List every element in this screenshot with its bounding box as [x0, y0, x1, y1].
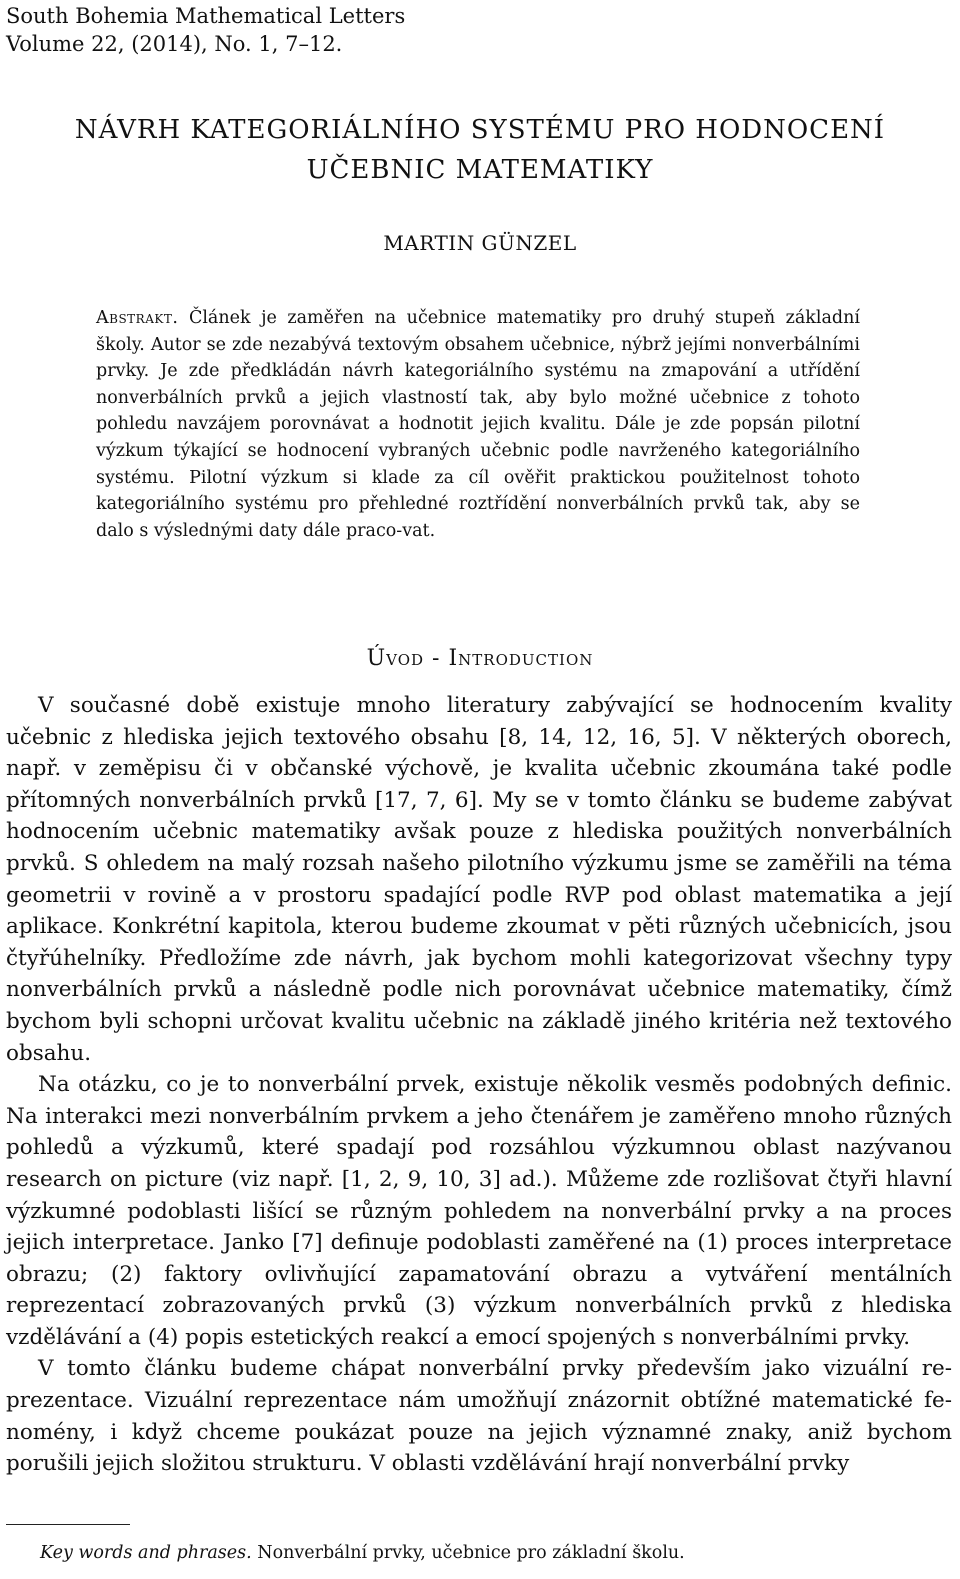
section-heading: Úvod - Introduction — [366, 646, 594, 671]
body-text — [6, 690, 952, 1480]
keywords-label: Key words and phrases. — [40, 1543, 252, 1563]
author-name: MARTIN GÜNZEL — [383, 231, 577, 255]
title-line-2: UČEBNIC MATEMATIKY — [306, 155, 654, 185]
paragraph-1: V současné době existuje mnoho literatury zabývající se hodnocením kvality učebnic z hlediska jejich textového obsahu [8, 14, 12, 16, 5]. V některých oborech, např. v zeměpisu či v občanské výchově, je kvalita učebnic zkoumána také podle přítomných nonverbálních prvků [17, 7, 6]. My se v tomto článku se budeme zabývat hodnocením učebnic matematiky avšak pouze z hlediska použitých nonverbálních prvků. S ohledem na malý rozsah našeho pilotního výzkumu jsme se zaměřili na téma geometrii v rovině a v prostoru spadající podle RVP pod oblast matematika a její aplikace. Konkrétní kapitola, kterou budeme zkoumat v pěti různých učebnicích, jsou čtyřúhelníky. Předložíme zde návrh, jak bychom mohli kategorizovat všechny typy nonverbálních prvků a následně podle nich porovnávat učebnice matematiky, čímž bychom byli schopni určovat kvalitu učebnic na základě jiného kritéria než textového obsahu. — [6, 693, 952, 1066]
abstract-text: Článek je zaměřen na učebnice matematiky pro druhý stupeň základní školy. Autor se zde nezabývá textovým obsahem učebnice, nýbrž jejími nonverbálními prvky. Je zde předkládán návrh kategoriálního systému na zmapování a utřídění nonverbálních prvků a jejich vlastností tak, aby bylo možné učebnice z tohoto pohledu navzájem porovnávat a hodnotit jejich kvalitu. Dále je zde popsán pilotní výzkum týkající se hodnocení vybraných učebnic podle navrženého kategoriálního systému. Pilotní výzkum si klade za cíl ověřit praktickou použitelnost tohoto kategoriálního systému pro přehledné roztřídění nonverbálních prvků tak, aby se dalo s výslednými daty dále praco-vat. — [96, 308, 860, 541]
paragraph-2: Na otázku, co je to nonverbální prvek, existuje několik vesměs podobných definic. Na interakci mezi nonverbálním prvkem a jeho čtenářem je zaměřeno mnoho různých pohledů a výzkumů, které spadají pod rozsáhlou výzkumnou oblast nazývanou research on picture (viz např. [1, 2, 9, 10, 3] ad.). Můžeme zde rozlišovat čtyři hlavní výzkumné podoblasti lišící se různým pohledem na nonverbální prvky a na proces jejich interpretace. Janko [7] definuje podoblasti zaměřené na (1) proces interpretace obrazu; (2) faktory ovlivňující zapamatování obrazu a vytváření mentálních reprezentací zobrazovaných prvků (3) výzkum nonverbálních prvků z hlediska vzdělávání a (4) popis estetických reakcí a emocí spojených s nonverbálními prvky. — [6, 1072, 952, 1350]
journal-name: South Bohemia Mathematical Letters — [6, 4, 406, 28]
journal-header — [6, 2, 405, 58]
title-line-1: NÁVRH KATEGORIÁLNÍHO SYSTÉMU PRO HODNOCENÍ — [74, 115, 886, 145]
paper-title — [0, 110, 960, 190]
paragraph-3: V tomto článku budeme chápat nonverbální prvky především jako vizuální reprezentace. Vizuální reprezentace nám umožňují znázornit obtížné matematické fenomény, i když chceme poukázat pouze na jejich významné znaky, aniž bychom porušili jejich složitou strukturu. V oblasti vzdělávání hrají nonverbální prvky — [6, 1356, 952, 1477]
journal-volume: Volume 22, (2014), No. 1, 7–12. — [6, 32, 343, 56]
footnote-rule — [6, 1524, 130, 1525]
footnote-keywords — [40, 1543, 685, 1563]
keywords-text: Nonverbální prvky, učebnice pro základní školu. — [257, 1543, 685, 1563]
abstract-label: Abstrakt. — [96, 308, 179, 328]
abstract — [96, 305, 860, 544]
